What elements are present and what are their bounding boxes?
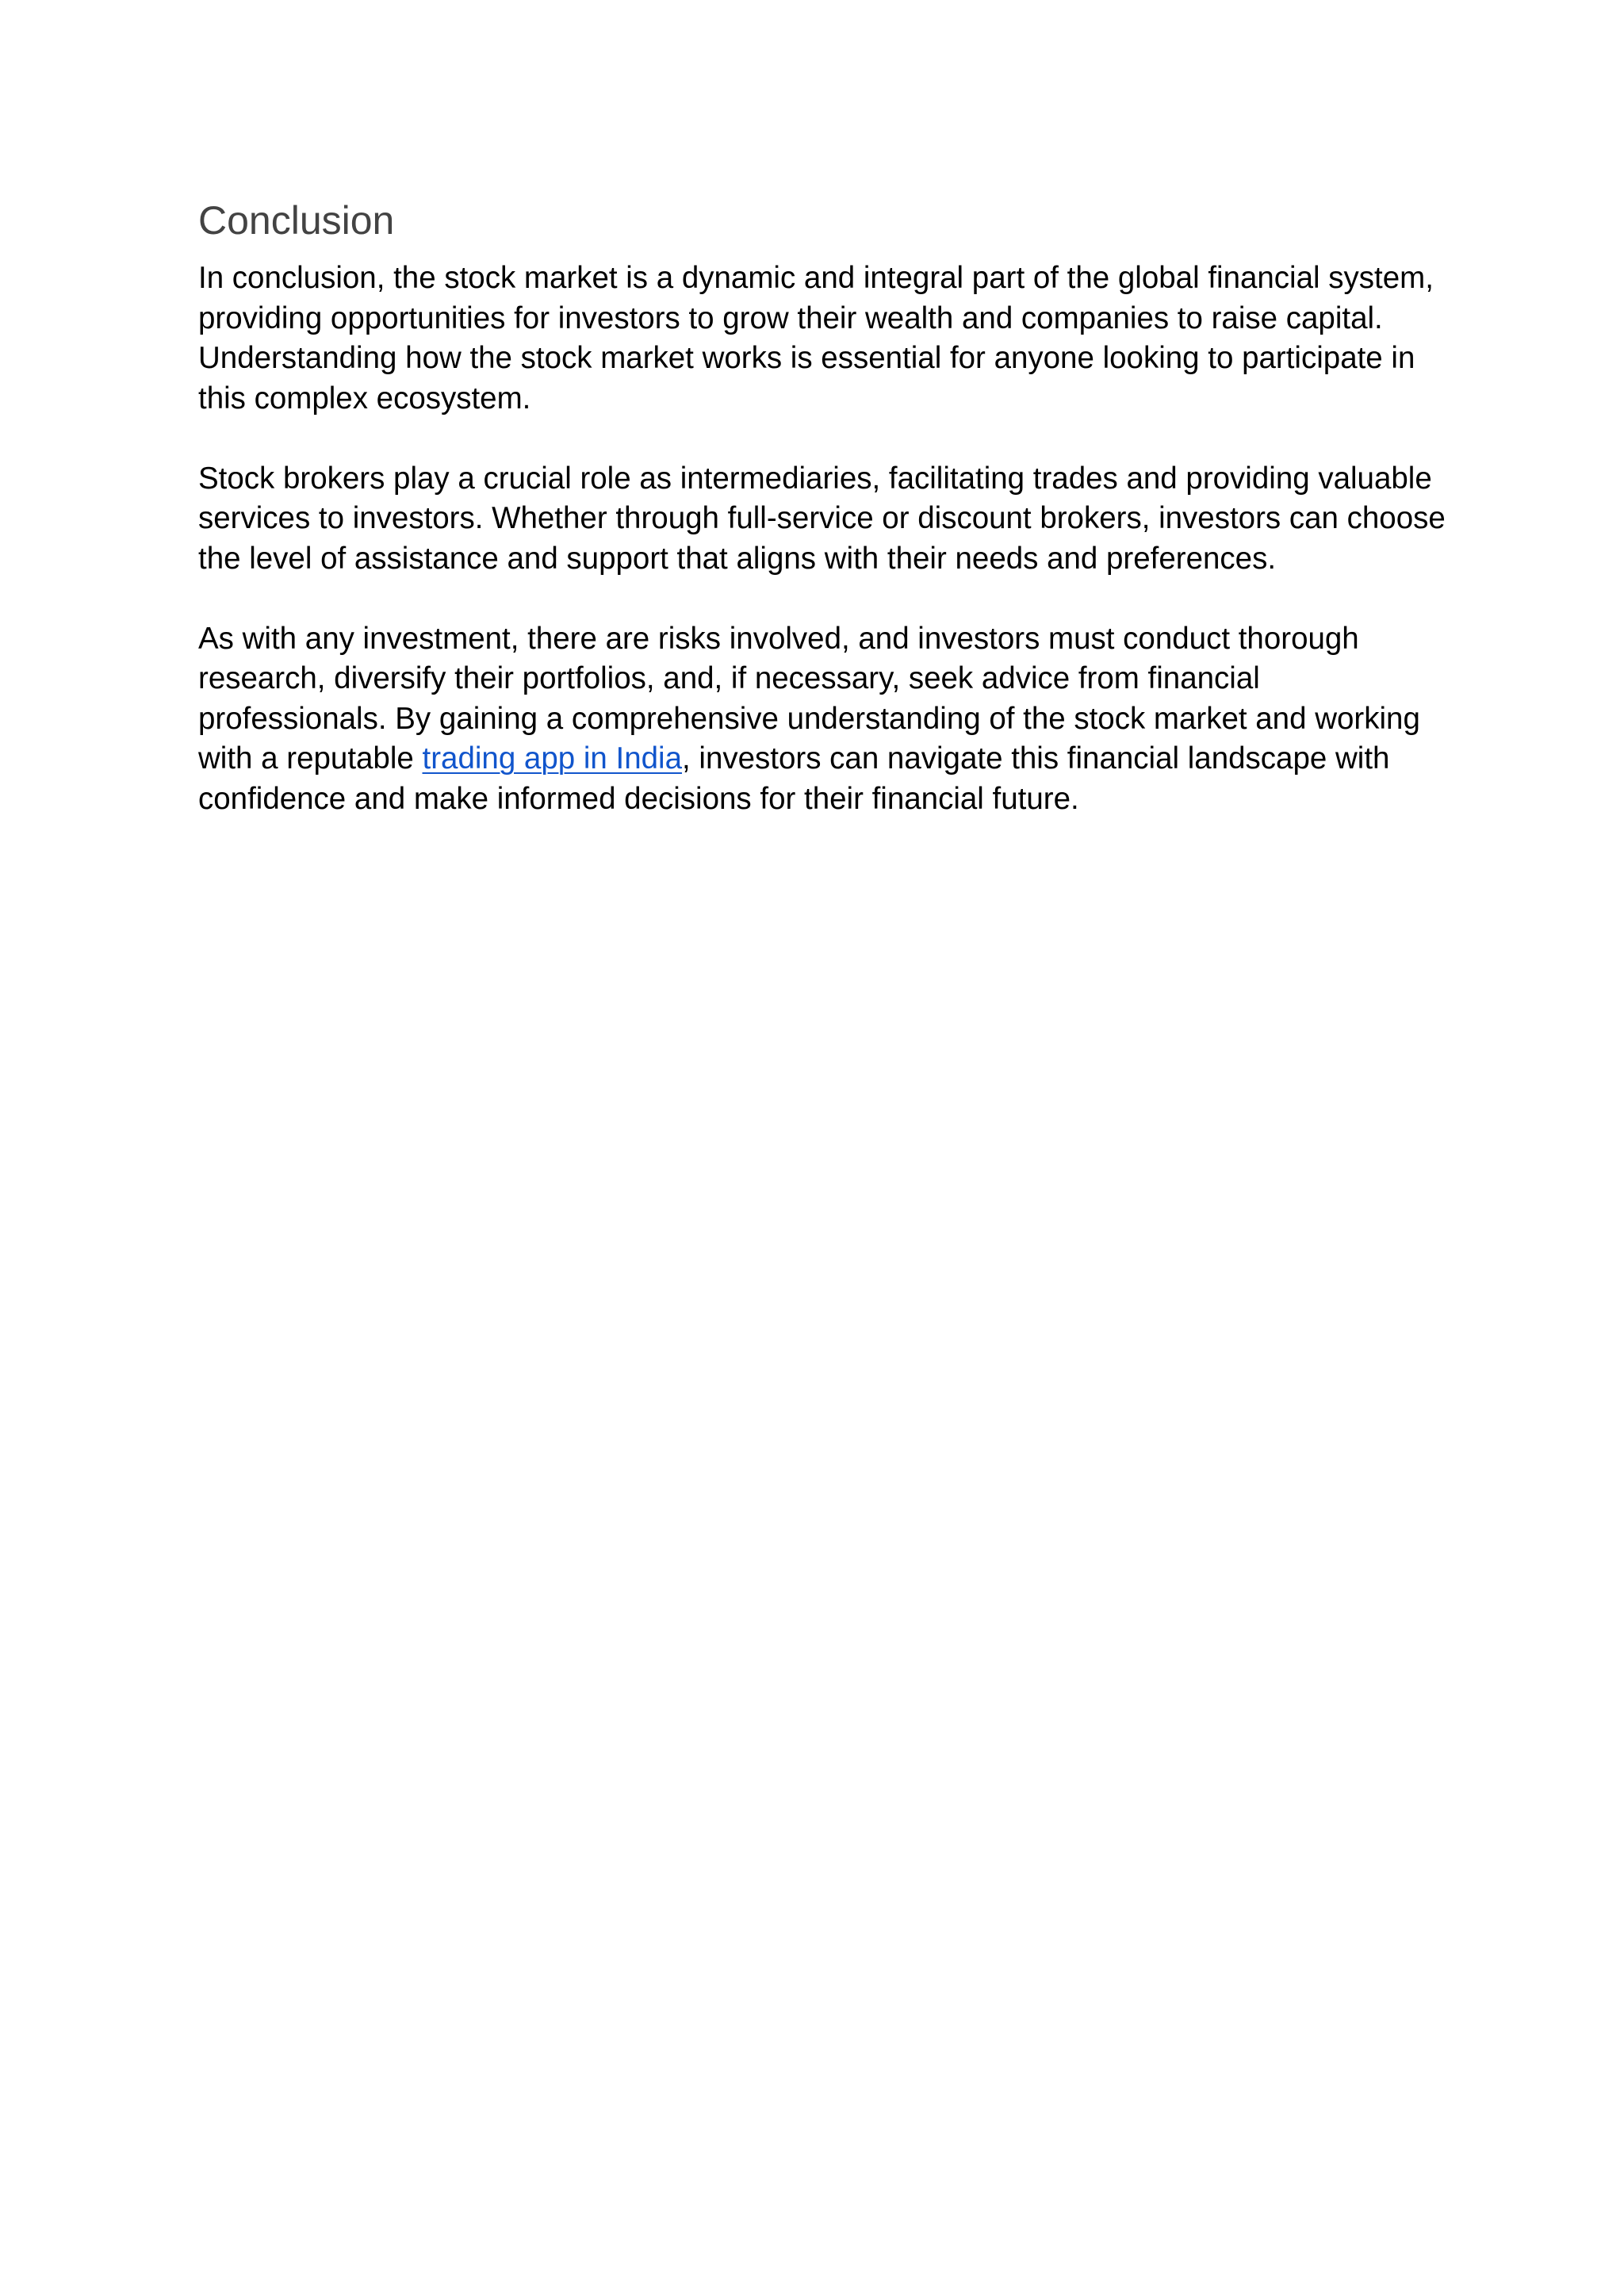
document-page — [198, 195, 1451, 860]
paragraph-line: the level of assistance and support that aligns with their needs and preferences. — [198, 541, 1277, 576]
paragraph-line-with-link — [198, 739, 1451, 779]
section-heading: Conclusion — [198, 198, 395, 243]
paragraph-line: In conclusion, the stock market is a dynamic and integral part of the global financial system, — [198, 261, 1434, 295]
paragraph-line: Stock brokers play a crucial role as intermediaries, facilitating trades and providing valuable — [198, 461, 1432, 496]
paragraph-line: this complex ecosystem. — [198, 381, 531, 416]
paragraph-intro — [198, 259, 1451, 419]
paragraph-line: services to investors. Whether through full-service or discount brokers, investors can choose — [198, 501, 1446, 535]
paragraph-line: Understanding how the stock market works is essential for anyone looking to participate in — [198, 341, 1415, 375]
text-after-link: , investors can navigate this financial landscape with — [682, 741, 1390, 776]
trading-app-link[interactable]: trading app in India — [422, 741, 683, 776]
paragraph-line: As with any investment, there are risks involved, and investors must conduct thorough — [198, 621, 1359, 656]
paragraph-line: confidence and make informed decisions for their financial future. — [198, 781, 1079, 816]
text-before-link: with a reputable — [198, 741, 423, 776]
paragraph-line: providing opportunities for investors to grow their wealth and companies to raise capital. — [198, 301, 1383, 335]
paragraph-line: research, diversify their portfolios, and, if necessary, seek advice from financial — [198, 661, 1260, 695]
paragraph-line: professionals. By gaining a comprehensive understanding of the stock market and working — [198, 701, 1420, 736]
paragraph-brokers — [198, 459, 1451, 580]
paragraph-risks — [198, 619, 1451, 820]
